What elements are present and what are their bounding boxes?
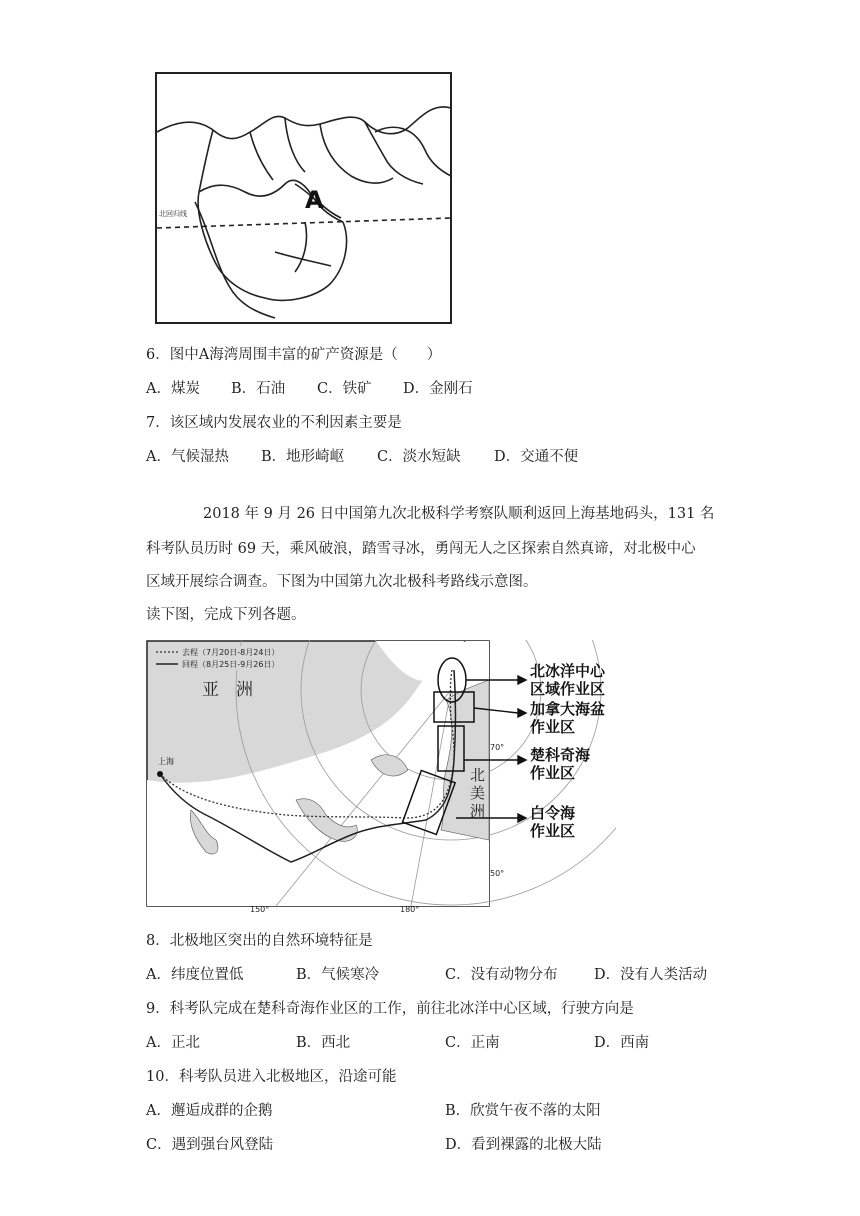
q7-option-a[interactable]: A．气候湿热 [146, 449, 229, 465]
q10-option-a[interactable]: A．邂逅成群的企鹅 [146, 1103, 273, 1119]
passage-line-2: 科考队员历时 69 天，乘风破浪，踏雪寻冰，勇闯无人之区探索自然真谛，对北极中心 [146, 541, 696, 557]
tropic-label: 北回归线 [159, 210, 187, 218]
q9-option-a[interactable]: A．正北 [146, 1035, 200, 1051]
gulf-letter: A [305, 186, 324, 214]
asia-label: 亚 洲 [202, 680, 253, 700]
zone-1-line-1: 北冰洋中心 [530, 662, 606, 680]
zone-4-line-1: 白令海 [530, 804, 576, 822]
q7-option-b[interactable]: B．地形崎岖 [261, 449, 345, 465]
legend-outbound: 去程（7月20日-8月24日） [182, 648, 280, 657]
q6-option-c[interactable]: C．铁矿 [317, 381, 372, 397]
q10-option-d[interactable]: D．看到裸露的北极大陆 [445, 1137, 602, 1153]
q6-option-d[interactable]: D．金刚石 [403, 381, 473, 397]
na-label-1: 北 [470, 766, 486, 784]
q8-stem: 8．北极地区突出的自然环境特征是 [146, 933, 373, 949]
q9-stem: 9．科考队完成在楚科奇海作业区的工作，前往北冰洋中心区域，行驶方向是 [146, 1001, 634, 1017]
q8-option-b[interactable]: B．气候寒冷 [296, 967, 380, 983]
legend-return: 回程（8月25日-9月26日） [182, 660, 280, 669]
zone-3-line-1: 楚科奇海 [530, 746, 591, 764]
q8-option-d[interactable]: D．没有人类活动 [594, 967, 708, 983]
q8-option-c[interactable]: C．没有动物分布 [445, 967, 558, 983]
arctic-route-map [146, 640, 616, 915]
zone-3-line-2: 作业区 [530, 764, 576, 782]
passage-line-3: 区域开展综合调查。下图为中国第九次北极科考路线示意图。 [146, 574, 538, 590]
passage-line-1: 2018 年 9 月 26 日中国第九次北极科学考察队顺利返回上海基地码头，131 名 [203, 506, 715, 522]
zone-2-line-1: 加拿大海盆 [530, 700, 606, 718]
na-label-3: 洲 [470, 802, 486, 820]
zone-2-line-2: 作业区 [530, 718, 576, 736]
q8-option-a[interactable]: A．纬度位置低 [146, 967, 244, 983]
q6-option-b[interactable]: B．石油 [231, 381, 286, 397]
lat-50-label: 50° [490, 869, 505, 878]
q7-stem: 7．该区域内发展农业的不利因素主要是 [146, 415, 402, 431]
q10-stem: 10．科考队员进入北极地区，沿途可能 [146, 1069, 397, 1085]
q7-option-d[interactable]: D．交通不便 [494, 449, 579, 465]
q9-option-d[interactable]: D．西南 [594, 1035, 650, 1051]
q6-stem: 6．图中A海湾周围丰富的矿产资源是（ ） [146, 347, 442, 363]
q10-option-c[interactable]: C．遇到强台风登陆 [146, 1137, 274, 1153]
q9-option-b[interactable]: B．西北 [296, 1035, 351, 1051]
q10-option-b[interactable]: B．欣赏午夜不落的太阳 [445, 1103, 601, 1119]
instruction: 读下图，完成下列各题。 [146, 607, 306, 623]
lat-70-label: 70° [490, 743, 505, 752]
lon-180-label: 180° [400, 905, 420, 914]
q7-option-c[interactable]: C．淡水短缺 [377, 449, 461, 465]
na-label-2: 美 [470, 784, 486, 802]
middle-east-map [155, 72, 452, 324]
shanghai-label: 上海 [158, 757, 174, 766]
zone-4-line-2: 作业区 [530, 822, 576, 840]
q6-option-a[interactable]: A．煤炭 [146, 381, 200, 397]
lon-150-label: 150° [250, 905, 270, 914]
zone-1-line-2: 区域作业区 [530, 680, 606, 698]
q9-option-c[interactable]: C．正南 [445, 1035, 500, 1051]
